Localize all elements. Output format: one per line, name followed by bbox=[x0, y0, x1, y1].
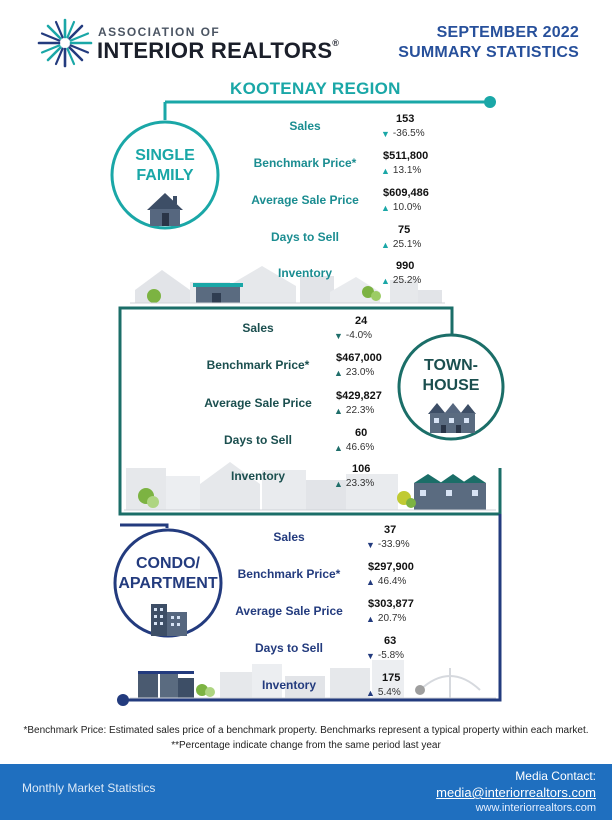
media-contact-label: Media Contact: bbox=[515, 769, 596, 783]
up-arrow-icon: ▲ bbox=[366, 613, 375, 624]
up-arrow-icon: ▲ bbox=[366, 576, 375, 587]
stat-change-value: 13.1% bbox=[392, 165, 422, 176]
stat-label: Days to Sell bbox=[270, 230, 340, 244]
stat-change-value: 46.4% bbox=[377, 576, 407, 587]
stat-label: Average Sale Price bbox=[251, 193, 359, 207]
up-arrow-icon: ▲ bbox=[381, 239, 390, 250]
up-arrow-icon: ▲ bbox=[334, 367, 343, 378]
org-name-text: INTERIOR REALTORS bbox=[97, 38, 333, 63]
stat-change bbox=[381, 275, 421, 286]
stat-change-value: -33.9% bbox=[377, 539, 410, 550]
stat-label: Sales bbox=[273, 530, 305, 544]
stat-change bbox=[334, 405, 374, 416]
stat-change-value: 10.0% bbox=[392, 202, 422, 213]
stat-label: Days to Sell bbox=[223, 433, 293, 447]
stat-label: Inventory bbox=[230, 469, 285, 483]
stat-value: $303,877 bbox=[368, 598, 414, 610]
stat-change bbox=[334, 367, 374, 378]
up-arrow-icon: ▲ bbox=[366, 687, 375, 698]
stat-change bbox=[381, 165, 421, 176]
stat-change-value: 5.4% bbox=[377, 687, 401, 698]
up-arrow-icon: ▲ bbox=[381, 275, 390, 286]
townhouse-icon bbox=[428, 403, 476, 433]
up-arrow-icon: ▲ bbox=[334, 405, 343, 416]
single-family-title bbox=[125, 146, 205, 186]
org-name-line1: ASSOCIATION OF bbox=[98, 25, 221, 39]
stat-label: Benchmark Price* bbox=[253, 156, 357, 170]
single-family-title-line1: SINGLE bbox=[135, 147, 195, 164]
stat-change-value: 46.6% bbox=[345, 442, 375, 453]
stat-change-value: -4.0% bbox=[345, 330, 373, 341]
report-title-line1: SEPTEMBER 2022 bbox=[436, 24, 579, 41]
stat-value: $297,900 bbox=[368, 561, 414, 573]
website-link[interactable]: www.interiorrealtors.com bbox=[475, 802, 596, 814]
stat-label: Sales bbox=[242, 321, 274, 335]
townhouse-title-line2: HOUSE bbox=[422, 377, 480, 394]
footer-contact bbox=[436, 769, 596, 815]
stat-change bbox=[334, 478, 374, 489]
down-arrow-icon: ▼ bbox=[366, 650, 375, 661]
up-arrow-icon: ▲ bbox=[381, 165, 390, 176]
townhouse-title bbox=[411, 356, 491, 396]
condo-title-line2: APARTMENT bbox=[118, 575, 218, 592]
down-arrow-icon: ▼ bbox=[381, 128, 390, 139]
stat-change-value: -36.5% bbox=[392, 128, 425, 139]
stat-value: 24 bbox=[355, 315, 368, 327]
condo-title bbox=[118, 554, 218, 594]
stat-change-value: 25.1% bbox=[392, 239, 422, 250]
stat-value: $467,000 bbox=[336, 352, 382, 364]
stat-change bbox=[334, 442, 374, 453]
stat-change bbox=[381, 128, 425, 139]
stat-change-value: 25.2% bbox=[392, 275, 422, 286]
stat-change-value: 23.3% bbox=[345, 478, 375, 489]
stat-value: 990 bbox=[396, 260, 415, 272]
stat-label: Inventory bbox=[277, 266, 332, 280]
footnote-percentage: **Percentage indicate change from the same period last year bbox=[171, 740, 441, 751]
stat-change bbox=[381, 239, 421, 250]
region-title: KOOTENAY REGION bbox=[230, 79, 401, 98]
stat-value: 60 bbox=[355, 427, 368, 439]
stat-value: $429,827 bbox=[336, 390, 382, 402]
townhouse-title-line1: TOWN- bbox=[424, 357, 478, 374]
single-family-connector bbox=[165, 96, 496, 120]
stat-value: 63 bbox=[384, 635, 397, 647]
stat-change bbox=[366, 576, 406, 587]
condo-title-line1: CONDO/ bbox=[136, 555, 200, 572]
stat-change bbox=[366, 539, 410, 550]
skyline-townhouse bbox=[124, 462, 496, 510]
stat-value: 153 bbox=[396, 113, 415, 125]
stat-change bbox=[366, 613, 406, 624]
stat-change bbox=[334, 330, 372, 341]
condo-endpoint-dot bbox=[117, 694, 129, 706]
stat-label: Benchmark Price* bbox=[206, 358, 310, 372]
stat-value: 106 bbox=[352, 463, 371, 475]
report-title-line2: SUMMARY STATISTICS bbox=[398, 44, 579, 61]
stat-change bbox=[381, 202, 421, 213]
footnote-benchmark: *Benchmark Price: Estimated sales price of a benchmark property. Benchmarks represent a typical property within each market. bbox=[23, 725, 589, 736]
stat-value: $511,800 bbox=[383, 150, 429, 162]
stat-value: 175 bbox=[382, 672, 401, 684]
stat-value: $609,486 bbox=[383, 187, 429, 199]
down-arrow-icon: ▼ bbox=[366, 539, 375, 550]
registered-mark: ® bbox=[332, 38, 340, 48]
stat-change bbox=[366, 687, 401, 698]
stat-label: Average Sale Price bbox=[204, 396, 312, 410]
single-family-title-line2: FAMILY bbox=[136, 167, 194, 184]
stat-change-value: -5.8% bbox=[377, 650, 405, 661]
stat-value: 75 bbox=[398, 224, 411, 236]
stat-value: 37 bbox=[384, 524, 397, 536]
stat-label: Benchmark Price* bbox=[237, 567, 341, 581]
stat-label: Sales bbox=[289, 119, 321, 133]
stat-change-value: 22.3% bbox=[345, 405, 375, 416]
up-arrow-icon: ▲ bbox=[334, 478, 343, 489]
stat-change bbox=[366, 650, 404, 661]
stat-change-value: 20.7% bbox=[377, 613, 407, 624]
stat-label: Inventory bbox=[261, 678, 316, 692]
up-arrow-icon: ▲ bbox=[381, 202, 390, 213]
up-arrow-icon: ▲ bbox=[334, 442, 343, 453]
footer-tagline: Monthly Market Statistics bbox=[22, 781, 156, 795]
stat-label: Days to Sell bbox=[254, 641, 324, 655]
stat-label: Average Sale Price bbox=[235, 604, 343, 618]
down-arrow-icon: ▼ bbox=[334, 330, 343, 341]
media-email-link[interactable]: media@interiorrealtors.com bbox=[436, 785, 596, 800]
stat-change-value: 23.0% bbox=[345, 367, 375, 378]
